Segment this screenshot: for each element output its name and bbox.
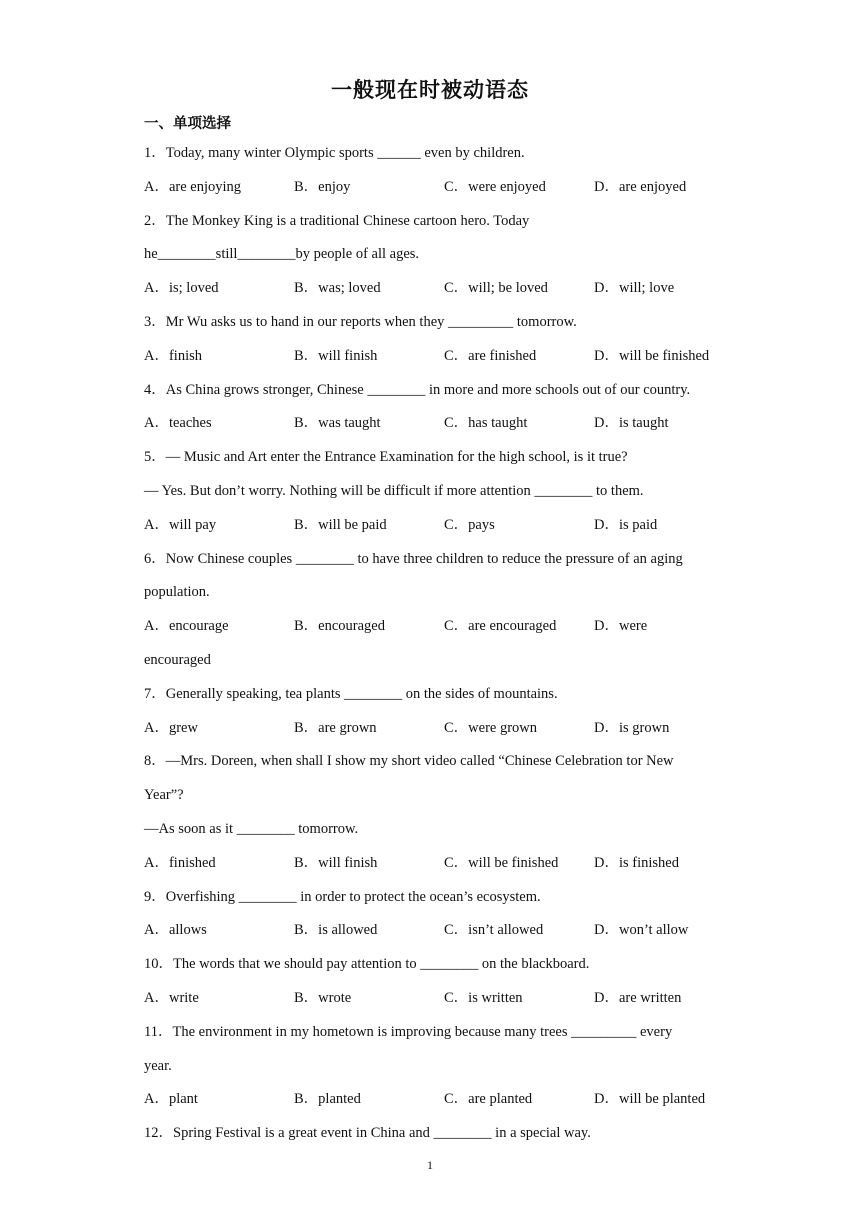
option-c: C．are finished xyxy=(444,347,537,364)
question-3: 3．Mr Wu asks us to hand in our reports when they _________ tomorrow. xyxy=(144,313,577,330)
options-3 xyxy=(144,340,724,374)
option-d: D．is finished xyxy=(594,854,679,871)
option-c: C．were grown xyxy=(444,719,538,736)
option-a: A．grew xyxy=(144,719,198,736)
option-d: D．are enjoyed xyxy=(594,178,687,195)
option-a: A．will pay xyxy=(144,516,217,533)
option-d: D．won’t allow xyxy=(594,922,689,939)
option-a: A．are enjoying xyxy=(144,178,242,195)
option-d: D．will; love xyxy=(594,280,675,297)
option-c: C．will be finished xyxy=(444,854,559,871)
option-d-cont: encouraged xyxy=(144,651,211,668)
option-b: B．is allowed xyxy=(294,922,378,939)
options-2 xyxy=(144,272,724,306)
option-d: D．is taught xyxy=(594,415,669,432)
question-4: 4．As China grows stronger, Chinese ________ in more and more schools out of our country. xyxy=(144,381,691,398)
option-d: D．will be planted xyxy=(594,1091,706,1108)
question-list xyxy=(144,137,724,1151)
option-c: C．were enjoyed xyxy=(444,178,546,195)
option-b: B．planted xyxy=(294,1091,361,1108)
option-b: B．will be paid xyxy=(294,516,387,533)
option-c: C．are planted xyxy=(444,1091,533,1108)
option-c: C．will; be loved xyxy=(444,280,548,297)
options-7 xyxy=(144,712,724,746)
option-d: D．is paid xyxy=(594,516,658,533)
option-a: A．write xyxy=(144,989,199,1006)
question-6: 6．Now Chinese couples ________ to have three children to reduce the pressure of an aging xyxy=(144,550,683,567)
option-b: B．will finish xyxy=(294,347,378,364)
question-2: 2．The Monkey King is a traditional Chinese cartoon hero. Today xyxy=(144,212,530,229)
question-9: 9．Overfishing ________ in order to protect the ocean’s ecosystem. xyxy=(144,888,541,905)
option-c: C．isn’t allowed xyxy=(444,922,544,939)
question-8-reply: —As soon as it ________ tomorrow. xyxy=(144,820,359,837)
page-number: 1 xyxy=(427,1158,433,1172)
question-5: 5．— Music and Art enter the Entrance Examination for the high school, is it true? xyxy=(144,449,628,466)
option-b: B．was taught xyxy=(294,415,381,432)
page-title: 一般现在时被动语态 xyxy=(331,78,529,102)
question-8-cont: Year”? xyxy=(144,787,184,804)
option-a: A．allows xyxy=(144,922,207,939)
options-10 xyxy=(144,982,724,1016)
option-b: B．was; loved xyxy=(294,280,381,297)
option-d: D．were xyxy=(594,618,648,635)
option-d: D．are written xyxy=(594,989,682,1006)
section-heading: 一、单项选择 xyxy=(144,116,231,132)
option-c: C．has taught xyxy=(444,415,528,432)
option-a: A．finish xyxy=(144,347,202,364)
question-2-cont: he________still________by people of all ages. xyxy=(144,246,420,263)
option-b: B．encouraged xyxy=(294,618,385,635)
option-a: A．finished xyxy=(144,854,216,871)
option-b: B．are grown xyxy=(294,719,377,736)
option-a: A．encourage xyxy=(144,618,229,635)
question-6-cont: population. xyxy=(144,584,210,601)
option-b: B．will finish xyxy=(294,854,378,871)
option-c: C．is written xyxy=(444,989,523,1006)
option-a: A．plant xyxy=(144,1091,198,1108)
question-7: 7．Generally speaking, tea plants ________ on the sides of mountains. xyxy=(144,685,558,702)
question-10: 10．The words that we should pay attention to ________ on the blackboard. xyxy=(144,956,590,973)
options-6 xyxy=(144,610,724,644)
option-d: D．is grown xyxy=(594,719,670,736)
option-c: C．are encouraged xyxy=(444,618,557,635)
options-5 xyxy=(144,509,724,543)
question-11-cont: year. xyxy=(144,1057,172,1074)
question-8: 8．—Mrs. Doreen, when shall I show my short video called “Chinese Celebration tor New xyxy=(144,753,674,770)
options-4 xyxy=(144,407,724,441)
question-5-cont: — Yes. But don’t worry. Nothing will be difficult if more attention ________ to them. xyxy=(144,482,644,499)
option-c: C．pays xyxy=(444,516,495,533)
option-a: A．teaches xyxy=(144,415,212,432)
option-a: A．is; loved xyxy=(144,280,219,297)
options-9 xyxy=(144,914,724,948)
options-1 xyxy=(144,171,724,205)
option-d: D．will be finished xyxy=(594,347,710,364)
question-1: 1．Today, many winter Olympic sports ______ even by children. xyxy=(144,145,525,161)
question-12: 12．Spring Festival is a great event in China and ________ in a special way. xyxy=(144,1125,591,1142)
option-b: B．wrote xyxy=(294,989,352,1006)
question-11: 11．The environment in my hometown is improving because many trees _________ every xyxy=(144,1023,673,1040)
options-11 xyxy=(144,1083,724,1117)
options-8 xyxy=(144,847,724,881)
option-b: B．enjoy xyxy=(294,178,351,195)
